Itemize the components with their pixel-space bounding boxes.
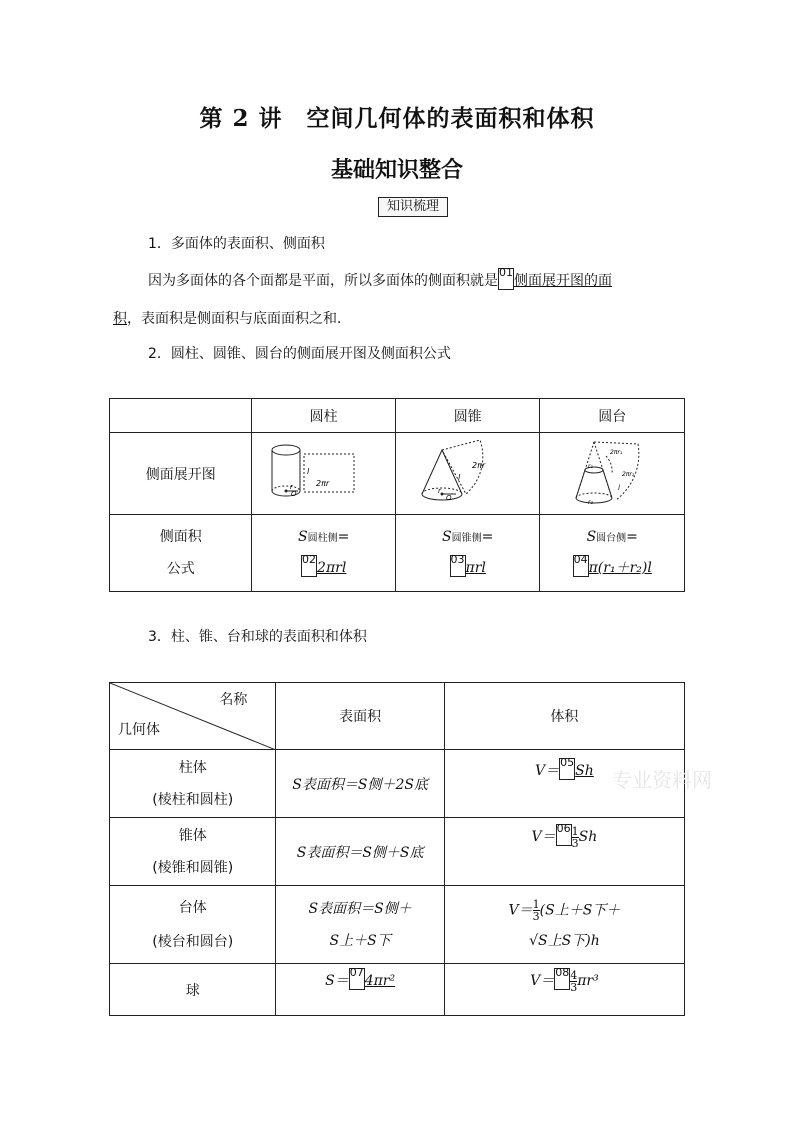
col-header-volume: 体积	[444, 683, 684, 750]
frustum-diagram-cell	[540, 433, 685, 515]
cone-o-label: O	[445, 493, 452, 502]
cyl-r-label: r	[289, 482, 293, 491]
frustum-l-label: l	[618, 483, 621, 492]
row-frustum-surface	[276, 886, 444, 964]
table-corner-cell	[110, 399, 252, 433]
row-frustum-label	[110, 886, 276, 964]
cone-development-diagram	[408, 434, 528, 510]
col-header-frustum: 圆台	[540, 399, 685, 433]
row-frustum-desc: (棱台和圆台)	[152, 933, 234, 950]
row-sphere-surface	[276, 964, 444, 1016]
frustum-r2-label: r₂	[588, 498, 594, 506]
cyl-sub: 圆柱侧	[307, 533, 338, 544]
corner-bottom-label: 几何体	[118, 722, 160, 738]
section3-heading: 3．柱、锥、台和球的表面积和体积	[148, 629, 367, 645]
cone-2pir-label: 2πr	[471, 460, 485, 470]
answer-05: Sh	[575, 763, 594, 779]
answer-03: πrl	[465, 560, 486, 576]
row-prism-surface: S表面积＝S侧＋2S底	[276, 750, 444, 818]
answer-07: 4πr²	[364, 973, 396, 989]
row-pyramid-desc: (棱锥和圆锥)	[152, 859, 234, 876]
answer-blank-07[interactable]: 07	[349, 968, 365, 990]
answer-01-part2: 积	[113, 311, 127, 327]
row-pyramid-name: 锥体	[178, 827, 207, 844]
frustum-fraction: $\frac{1}{3}$	[532, 898, 540, 923]
row-frustum-name: 台体	[178, 899, 207, 916]
pyramid-vol-prefix: V＝	[531, 829, 556, 845]
pyramid-fraction: $\frac{1}{3}$	[571, 824, 579, 850]
frustum-vol-b: √S上S下)h	[529, 933, 600, 949]
volume-table	[109, 682, 685, 1016]
answer-blank-01[interactable]: 01	[498, 268, 514, 290]
watermark: 专业资料网	[612, 768, 712, 792]
answer-blank-05[interactable]: 05	[559, 758, 575, 780]
frustum-s: S	[586, 529, 597, 545]
frustum-2pir2-label: 2πr₂	[622, 470, 635, 478]
cyl-s: S	[298, 529, 308, 545]
frustum-sub: 圆台侧	[596, 533, 627, 544]
frustum-formula-cell	[540, 515, 685, 592]
sphere-vol-prefix: V＝	[530, 973, 555, 989]
answer-04: π(r₁＋r₂)l	[588, 560, 652, 576]
knowledge-tag: 知识梳理	[378, 197, 448, 217]
row-prism-name: 柱体	[178, 759, 207, 776]
row-pyramid-volume	[444, 818, 684, 886]
row-pyramid-label	[110, 818, 276, 886]
section1-heading: 1．多面体的表面积、侧面积	[148, 236, 325, 252]
cylinder-development-diagram	[264, 436, 384, 508]
row-frustum-volume	[444, 886, 684, 964]
answer-blank-04[interactable]: 04	[573, 555, 589, 577]
frustum-development-diagram	[552, 434, 672, 510]
section2-heading: 2．圆柱、圆锥、圆台的侧面展开图及侧面积公式	[148, 346, 451, 362]
row-sphere-label: 球	[110, 964, 276, 1016]
cyl-eq: =	[337, 529, 350, 545]
sphere-fraction: $\frac{4}{3}$	[570, 968, 578, 994]
row-sphere-volume	[444, 964, 684, 1016]
col-header-cylinder: 圆柱	[252, 399, 396, 433]
row-pyramid-surface: S表面积＝S侧＋S底	[276, 818, 444, 886]
cone-formula-cell	[395, 515, 540, 592]
frustum-vol-rest: (S上＋S下＋	[539, 902, 621, 919]
frustum-2pir1-label: 2πr₁	[610, 448, 623, 456]
answer-08: πr³	[577, 973, 599, 989]
frustum-surface-a: S表面积＝S侧＋	[308, 900, 412, 917]
cyl-2pir-label: 2πr	[315, 478, 329, 488]
row-label-formula	[110, 515, 252, 592]
section1-line1	[148, 268, 612, 290]
page-title: 第 2 讲 空间几何体的表面积和体积	[199, 105, 595, 132]
cone-sub: 圆锥侧	[451, 533, 482, 544]
cyl-o-label: O	[290, 489, 297, 498]
answer-blank-06[interactable]: 06	[556, 824, 572, 846]
cone-r-label: r	[437, 486, 441, 495]
section1-line2	[113, 308, 351, 328]
cylinder-diagram-cell	[252, 433, 396, 515]
section1-line2-text: ，表面积是侧面积与底面面积之和．	[127, 311, 351, 327]
cone-diagram-cell	[395, 433, 540, 515]
cylinder-formula-cell	[252, 515, 396, 592]
sphere-surface-prefix: S＝	[325, 973, 349, 989]
diagonal-line	[110, 683, 276, 750]
frustum-surface-b: S上＋S下	[329, 932, 391, 949]
cone-l-label: l	[457, 472, 460, 482]
prism-vol-prefix: V＝	[535, 763, 560, 779]
answer-02: 2πrl	[317, 560, 347, 576]
lateral-area-table	[109, 398, 685, 592]
row-label-development: 侧面展开图	[110, 433, 252, 515]
diagonal-header-cell	[110, 683, 276, 750]
answer-01-part1: 侧面展开图的面	[514, 273, 612, 289]
frustum-eq: =	[626, 529, 638, 545]
cone-s: S	[442, 529, 452, 545]
section-subtitle: 基础知识整合	[330, 157, 463, 183]
row-label-formula-b: 公式	[166, 561, 195, 577]
answer-blank-02[interactable]: 02	[301, 555, 317, 577]
corner-top-label: 名称	[219, 692, 248, 708]
answer-blank-08[interactable]: 08	[554, 968, 570, 990]
answer-06: Sh	[578, 829, 598, 845]
frustum-vol-prefix: V＝	[508, 902, 533, 919]
frustum-r1-label: r₁	[588, 462, 594, 470]
row-prism-label	[110, 750, 276, 818]
col-header-surface: 表面积	[276, 683, 444, 750]
cone-eq: =	[481, 529, 494, 545]
row-prism-desc: (棱柱和圆柱)	[152, 791, 234, 808]
col-header-cone: 圆锥	[395, 399, 540, 433]
row-label-formula-a: 侧面积	[159, 529, 202, 545]
answer-blank-03[interactable]: 03	[450, 555, 466, 577]
section1-text: 因为多面体的各个面都是平面，所以多面体的侧面积就是	[148, 273, 498, 289]
cyl-l-label: l	[306, 466, 309, 476]
